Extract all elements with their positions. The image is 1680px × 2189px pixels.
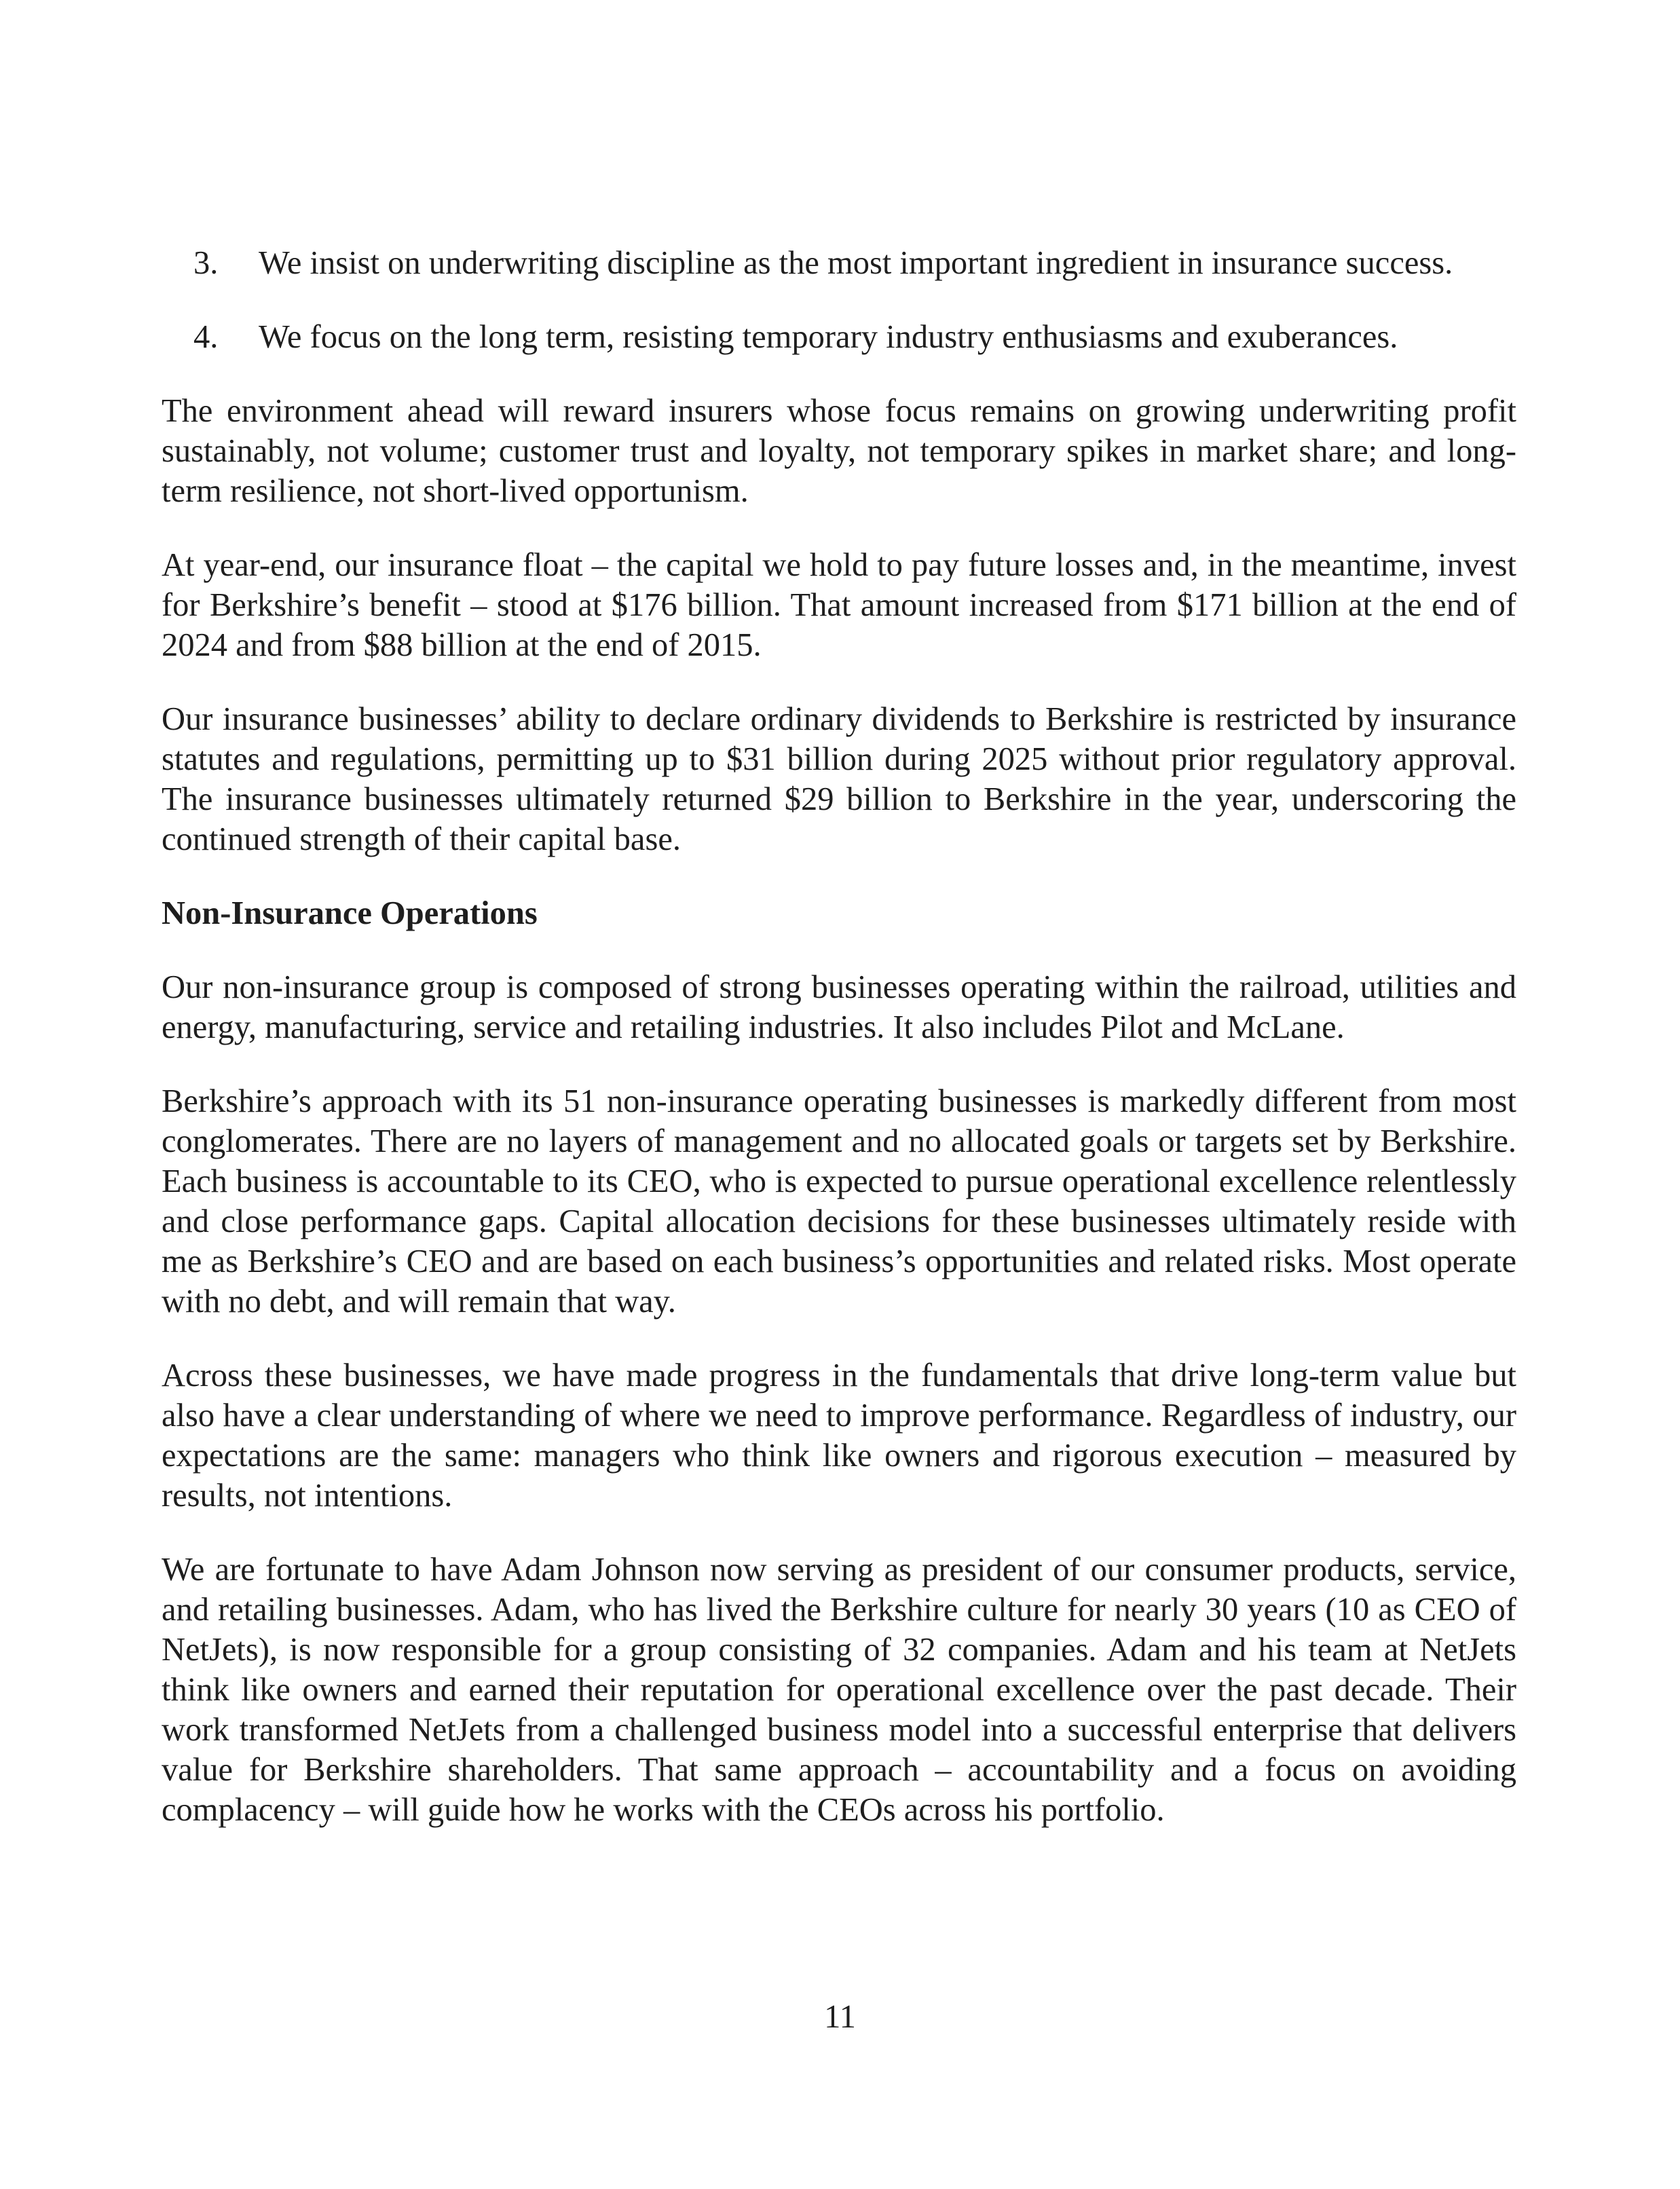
list-item [193, 243, 1516, 283]
list-item-number: 4. [193, 319, 219, 355]
paragraph-non-insurance-group: Our non-insurance group is composed of strong businesses operating within the railroad, utilities and energy, manufacturing, service and retailing industries. It also includes Pilot and McLane. [162, 969, 1516, 1045]
page-number: 11 [824, 1999, 856, 2035]
paragraph-insurance-dividends: Our insurance businesses’ ability to declare ordinary dividends to Berkshire is restricted by insurance statutes and regulations, permitting up to $31 billion during 2025 without prior regulatory approval. The insurance businesses ultimately returned $29 billion to Berkshire in the year, underscoring the continued strength of their capital base. [162, 701, 1516, 857]
paragraph-environment-ahead: The environment ahead will reward insurers whose focus remains on growing underwriting profit sustainably, not volume; customer trust and loyalty, not temporary spikes in market share; and long-term resilience, not short-lived opportunism. [162, 393, 1516, 509]
list-item-text: We insist on underwriting discipline as the most important ingredient in insurance success. [259, 245, 1453, 281]
document-page [162, 243, 1516, 1864]
list-item [193, 317, 1516, 357]
paragraph-insurance-float: At year-end, our insurance float – the capital we hold to pay future losses and, in the meantime, invest for Berkshire’s benefit – stood at $176 billion. That amount increased from $171 billion at the end of 2024 and from $88 billion at the end of 2015. [162, 547, 1516, 663]
paragraph-progress-fundamentals: Across these businesses, we have made progress in the fundamentals that drive long-term value but also have a clear understanding of where we need to improve performance. Regardless of industry, our expectations are the same: managers who think like owners and rigorous execution – measured by results, not intentions. [162, 1358, 1516, 1514]
list-item-text: We focus on the long term, resisting temporary industry enthusiasms and exuberances. [259, 319, 1398, 355]
paragraph-berkshire-approach: Berkshire’s approach with its 51 non-insurance operating businesses is markedly different from most conglomerates. There are no layers of management and no allocated goals or targets set by Berkshire. Each business is accountable to its CEO, who is expected to pursue operational excellence relentlessly and close performance gaps. Capital allocation decisions for these businesses ultimately reside with me as Berkshire’s CEO and are based on each business’s opportunities and related risks. Most operate with no debt, and will remain that way. [162, 1083, 1516, 1320]
paragraph-adam-johnson: We are fortunate to have Adam Johnson now serving as president of our consumer products, service, and retailing businesses. Adam, who has lived the Berkshire culture for nearly 30 years (10 as CEO of NetJets), is now responsible for a group consisting of 32 companies. Adam and his team at NetJets think like owners and earned their reputation for operational excellence over the past decade. Their work transformed NetJets from a challenged business model into a successful enterprise that delivers value for Berkshire shareholders. That same approach – accountability and a focus on avoiding complacency – will guide how he works with the CEOs across his portfolio. [162, 1552, 1516, 1828]
list-item-number: 3. [193, 245, 219, 281]
section-heading: Non-Insurance Operations [162, 895, 538, 931]
